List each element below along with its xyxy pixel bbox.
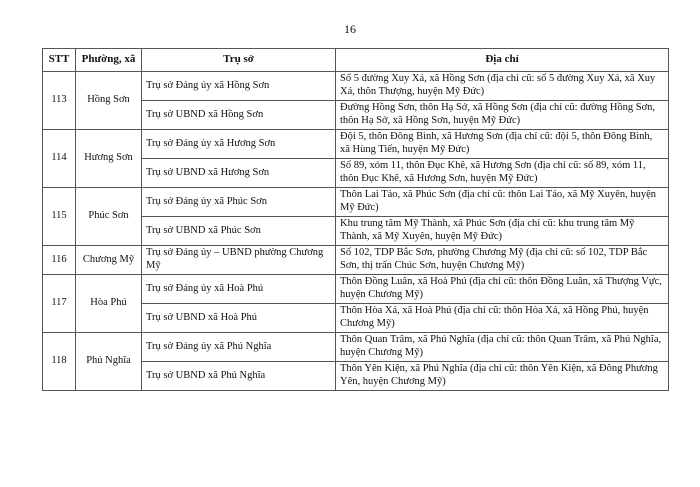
ward-cell: Phú Nghĩa xyxy=(76,333,142,391)
office-cell: Trụ sở UBND xã Hồng Sơn xyxy=(142,101,336,130)
stt-cell: 118 xyxy=(43,333,76,391)
ward-cell: Hòa Phú xyxy=(76,275,142,333)
office-cell: Trụ sở Đảng ủy xã Hương Sơn xyxy=(142,130,336,159)
address-cell: Số 102, TDP Bắc Sơn, phường Chương Mỹ (địa chỉ cũ: số 102, TDP Bắc Sơn, thị trấn Chúc Sơn, huyện Chương Mỹ) xyxy=(336,246,669,275)
ward-cell: Chương Mỹ xyxy=(76,246,142,275)
stt-cell: 114 xyxy=(43,130,76,188)
address-cell: Thôn Quan Trâm, xã Phú Nghĩa (địa chỉ cũ: thôn Quan Trâm, xã Phú Nghĩa, huyện Chương Mỹ) xyxy=(336,333,669,362)
office-address-table xyxy=(42,48,669,391)
table-header-row xyxy=(43,49,669,72)
table-row xyxy=(43,72,669,101)
address-cell: Số 89, xóm 11, thôn Đục Khê, xã Hương Sơn (địa chỉ cũ: số 89, xóm 11, thôn Đục Khê, xã Hương Sơn, huyện Mỹ Đức) xyxy=(336,159,669,188)
stt-cell: 115 xyxy=(43,188,76,246)
header-ward: Phường, xã xyxy=(76,49,142,72)
address-cell: Đội 5, thôn Đông Bình, xã Hương Sơn (địa chỉ cũ: đội 5, thôn Đông Bình, xã Hùng Tiến, huyện Mỹ Đức) xyxy=(336,130,669,159)
ward-cell: Hồng Sơn xyxy=(76,72,142,130)
address-cell: Khu trung tâm Mỹ Thành, xã Phúc Sơn (địa chỉ cũ: khu trung tâm Mỹ Thành, xã Mỹ Xuyên, huyện Mỹ Đức) xyxy=(336,217,669,246)
office-cell: Trụ sở Đảng ủy xã Phúc Sơn xyxy=(142,188,336,217)
header-address: Địa chỉ xyxy=(336,49,669,72)
office-cell: Trụ sở UBND xã Phúc Sơn xyxy=(142,217,336,246)
office-cell: Trụ sở Đảng ủy – UBND phường Chương Mỹ xyxy=(142,246,336,275)
table-row xyxy=(43,130,669,159)
office-cell: Trụ sở UBND xã Phú Nghĩa xyxy=(142,362,336,391)
address-cell: Thôn Lai Tảo, xã Phúc Sơn (địa chỉ cũ: thôn Lai Tảo, xã Mỹ Xuyên, huyện Mỹ Đức) xyxy=(336,188,669,217)
address-cell: Thôn Hòa Xá, xã Hoà Phú (địa chỉ cũ: thôn Hòa Xá, xã Hồng Phú, huyện Chương Mỹ) xyxy=(336,304,669,333)
office-cell: Trụ sở Đảng ủy xã Phú Nghĩa xyxy=(142,333,336,362)
address-cell: Thôn Yên Kiện, xã Phú Nghĩa (địa chỉ cũ: thôn Yên Kiện, xã Đông Phương Yên, huyện Chương Mỹ) xyxy=(336,362,669,391)
table-row xyxy=(43,333,669,362)
table-row xyxy=(43,246,669,275)
stt-cell: 117 xyxy=(43,275,76,333)
office-cell: Trụ sở Đảng ủy xã Hồng Sơn xyxy=(142,72,336,101)
table-row xyxy=(43,275,669,304)
address-cell: Số 5 đường Xuy Xá, xã Hồng Sơn (địa chỉ cũ: số 5 đường Xuy Xá, xã Xuy Xá, thôn Thượng, huyện Mỹ Đức) xyxy=(336,72,669,101)
office-cell: Trụ sở UBND xã Hương Sơn xyxy=(142,159,336,188)
page-number: 16 xyxy=(344,22,356,36)
address-cell: Đường Hồng Sơn, thôn Hạ Sở, xã Hồng Sơn (địa chỉ cũ: đường Hồng Sơn, thôn Hạ Sở, xã Hồng Sơn, huyện Mỹ Đức) xyxy=(336,101,669,130)
ward-cell: Hương Sơn xyxy=(76,130,142,188)
stt-cell: 116 xyxy=(43,246,76,275)
ward-cell: Phúc Sơn xyxy=(76,188,142,246)
office-cell: Trụ sở UBND xã Hoà Phú xyxy=(142,304,336,333)
stt-cell: 113 xyxy=(43,72,76,130)
address-cell: Thôn Đồng Luân, xã Hoà Phú (địa chỉ cũ: thôn Đồng Luân, xã Thượng Vực, huyện Chương Mỹ) xyxy=(336,275,669,304)
office-cell: Trụ sở Đảng ủy xã Hoà Phú xyxy=(142,275,336,304)
header-office: Trụ sở xyxy=(142,49,336,72)
header-stt: STT xyxy=(43,49,76,72)
table-row xyxy=(43,188,669,217)
